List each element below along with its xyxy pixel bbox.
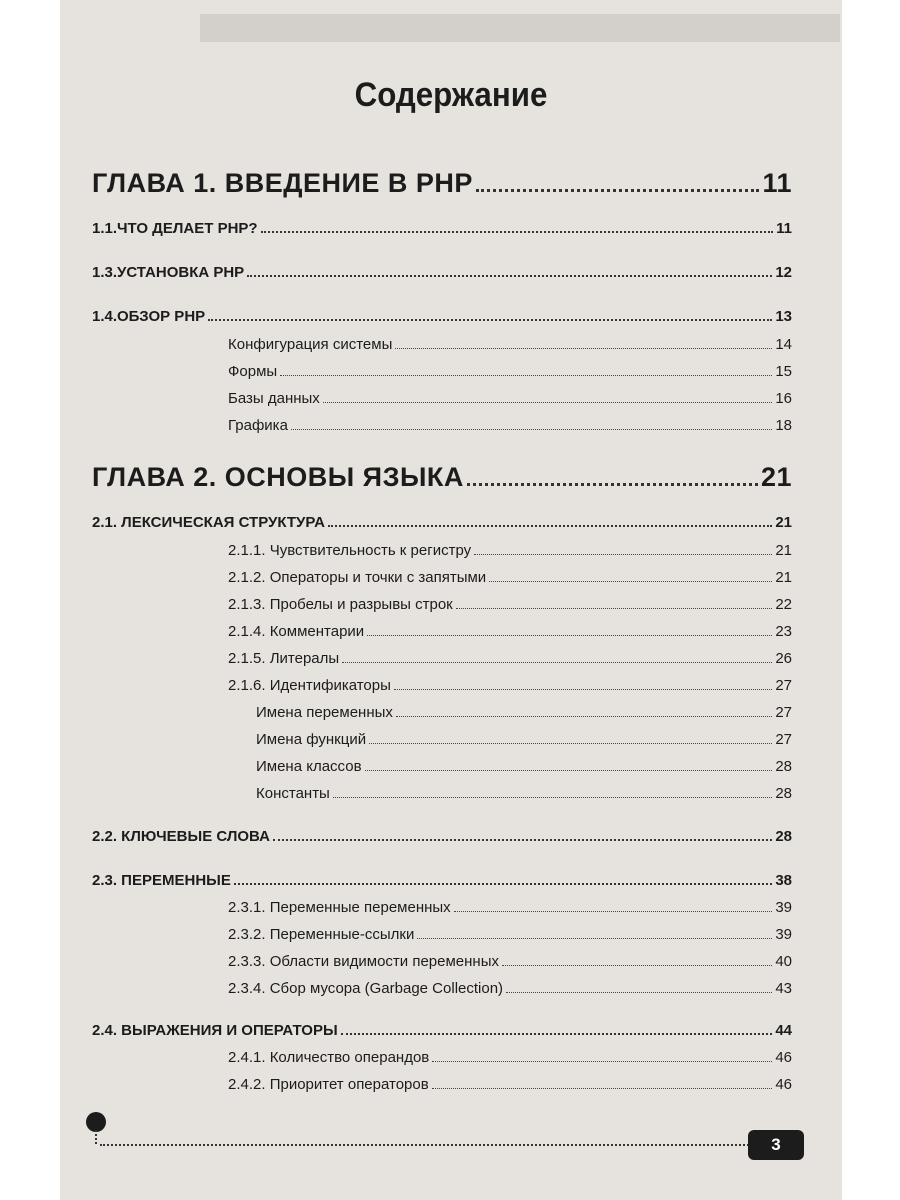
toc-label: Графика	[228, 417, 288, 434]
dot-leader	[280, 375, 772, 376]
toc-label: 2.1.4. Комментарии	[228, 623, 365, 640]
toc-label: 2.1.3. Пробелы и разрывы строк	[228, 596, 453, 613]
toc-page: 22	[775, 596, 792, 613]
toc-item-row	[228, 390, 792, 407]
dot-leader	[467, 483, 758, 486]
dot-leader	[454, 911, 773, 912]
dot-leader	[502, 965, 772, 966]
footer-divider	[100, 1144, 760, 1146]
toc-page: 28	[775, 758, 792, 775]
toc-item-row	[228, 1049, 792, 1066]
dot-leader	[341, 1033, 773, 1035]
toc-page: 40	[775, 953, 792, 970]
toc-label: 2.2. КЛЮЧЕВЫЕ СЛОВА	[92, 828, 270, 845]
toc-label: 2.1.6. Идентификаторы	[228, 677, 391, 694]
toc-page: 21	[775, 514, 792, 531]
toc-label: 2.3.4. Сбор мусора (Garbage Collection)	[228, 980, 504, 997]
toc-page: 46	[775, 1049, 792, 1066]
page-title: Содержание	[354, 76, 548, 114]
toc-section-row	[92, 872, 792, 889]
toc-label: Имена переменных	[256, 704, 393, 721]
toc-page: 43	[775, 980, 792, 997]
dot-leader	[476, 189, 760, 192]
toc-label: Конфигурация системы	[228, 336, 393, 353]
toc-item-row	[228, 596, 792, 613]
dot-leader	[369, 743, 772, 744]
book-page	[60, 0, 842, 1200]
toc-page: 21	[775, 569, 792, 586]
toc-label: ГЛАВА 2. ОСНОВЫ ЯЗЫКА	[92, 462, 464, 492]
dot-leader	[489, 581, 772, 582]
toc-item-row	[228, 899, 792, 916]
dot-leader	[417, 938, 772, 939]
footer-divider	[95, 1130, 97, 1144]
dot-leader	[396, 716, 772, 717]
dot-leader	[432, 1061, 772, 1062]
toc-item-row	[256, 731, 792, 748]
toc-label: 1.3.УСТАНОВКА PHP	[92, 264, 245, 281]
toc-item-row	[228, 650, 792, 667]
toc-page: 39	[775, 926, 792, 943]
toc-item-row	[228, 1076, 792, 1093]
dot-leader	[395, 348, 772, 349]
dot-leader	[506, 992, 772, 993]
toc-label: 2.3.1. Переменные переменных	[228, 899, 451, 916]
toc-label: 1.4.ОБЗОР PHP	[92, 308, 206, 325]
toc-label: 2.1. ЛЕКСИЧЕСКАЯ СТРУКТУРА	[92, 514, 325, 531]
page-number-badge: 3	[748, 1130, 804, 1160]
dot-leader	[456, 608, 773, 609]
toc-chapter-row	[92, 462, 792, 493]
toc-page: 11	[776, 220, 792, 237]
toc-item-row	[228, 953, 792, 970]
toc-page: 27	[775, 704, 792, 721]
toc-label: Имена классов	[256, 758, 362, 775]
toc-page: 26	[775, 650, 792, 667]
dot-leader	[261, 231, 774, 233]
toc-page: 44	[775, 1022, 792, 1039]
toc-section-row	[92, 220, 792, 237]
toc-label: 1.1.ЧТО ДЕЛАЕТ PHP?	[92, 220, 258, 237]
dot-leader	[342, 662, 772, 663]
toc-page: 46	[775, 1076, 792, 1093]
toc-label: 2.3.3. Области видимости переменных	[228, 953, 499, 970]
toc-page: 13	[775, 308, 792, 325]
toc-section-row	[92, 308, 792, 325]
toc-label: 2.1.5. Литералы	[228, 650, 340, 667]
footer-bullet-icon	[86, 1112, 106, 1132]
dot-leader	[273, 839, 772, 841]
toc-label: Формы	[228, 363, 278, 380]
toc-label: 2.4.1. Количество операндов	[228, 1049, 430, 1066]
toc-item-row	[228, 542, 792, 559]
toc-section-row	[92, 514, 792, 531]
toc-item-row	[228, 417, 792, 434]
toc-page: 27	[775, 731, 792, 748]
toc-page: 14	[775, 336, 792, 353]
toc-page: 23	[775, 623, 792, 640]
dot-leader	[208, 319, 772, 321]
toc-page: 38	[775, 872, 792, 889]
toc-label: 2.3.2. Переменные-ссылки	[228, 926, 415, 943]
dot-leader	[328, 525, 772, 527]
toc-label: 2.4. ВЫРАЖЕНИЯ И ОПЕРАТОРЫ	[92, 1022, 338, 1039]
toc-page: 28	[775, 785, 792, 802]
toc-item-row	[228, 336, 792, 353]
toc-page: 27	[775, 677, 792, 694]
toc-item-row	[228, 363, 792, 380]
toc-item-row	[228, 569, 792, 586]
toc-page: 21	[775, 542, 792, 559]
toc-page: 11	[762, 168, 792, 198]
toc-item-row	[256, 758, 792, 775]
toc-label: 2.4.2. Приоритет операторов	[228, 1076, 429, 1093]
dot-leader	[234, 883, 772, 885]
bleed-through-band	[200, 14, 840, 42]
toc-label: Константы	[256, 785, 330, 802]
toc-section-row	[92, 264, 792, 281]
toc-label: 2.1.1. Чувствительность к регистру	[228, 542, 472, 559]
dot-leader	[367, 635, 772, 636]
dot-leader	[394, 689, 772, 690]
toc-chapter-row	[92, 168, 792, 199]
toc-item-row	[228, 980, 792, 997]
toc-page: 39	[775, 899, 792, 916]
dot-leader	[365, 770, 773, 771]
toc-label: 2.1.2. Операторы и точки с запятыми	[228, 569, 487, 586]
toc-page: 28	[775, 828, 792, 845]
toc-page: 12	[775, 264, 792, 281]
toc-item-row	[228, 677, 792, 694]
toc-label: ГЛАВА 1. ВВЕДЕНИЕ В PHP	[92, 168, 473, 198]
toc-page: 15	[775, 363, 792, 380]
dot-leader	[291, 429, 772, 430]
toc-item-row	[228, 623, 792, 640]
dot-leader	[323, 402, 773, 403]
toc-label: Имена функций	[256, 731, 367, 748]
dot-leader	[333, 797, 772, 798]
toc-section-row	[92, 828, 792, 845]
dot-leader	[474, 554, 772, 555]
toc-page: 18	[775, 417, 792, 434]
toc-section-row	[92, 1022, 792, 1039]
toc-item-row	[256, 704, 792, 721]
dot-leader	[247, 275, 772, 277]
toc-item-row	[256, 785, 792, 802]
toc-page: 16	[775, 390, 792, 407]
toc-label: 2.3. ПЕРЕМЕННЫЕ	[92, 872, 231, 889]
toc-label: Базы данных	[228, 390, 320, 407]
dot-leader	[432, 1088, 773, 1089]
toc-item-row	[228, 926, 792, 943]
toc-page: 21	[760, 462, 792, 492]
